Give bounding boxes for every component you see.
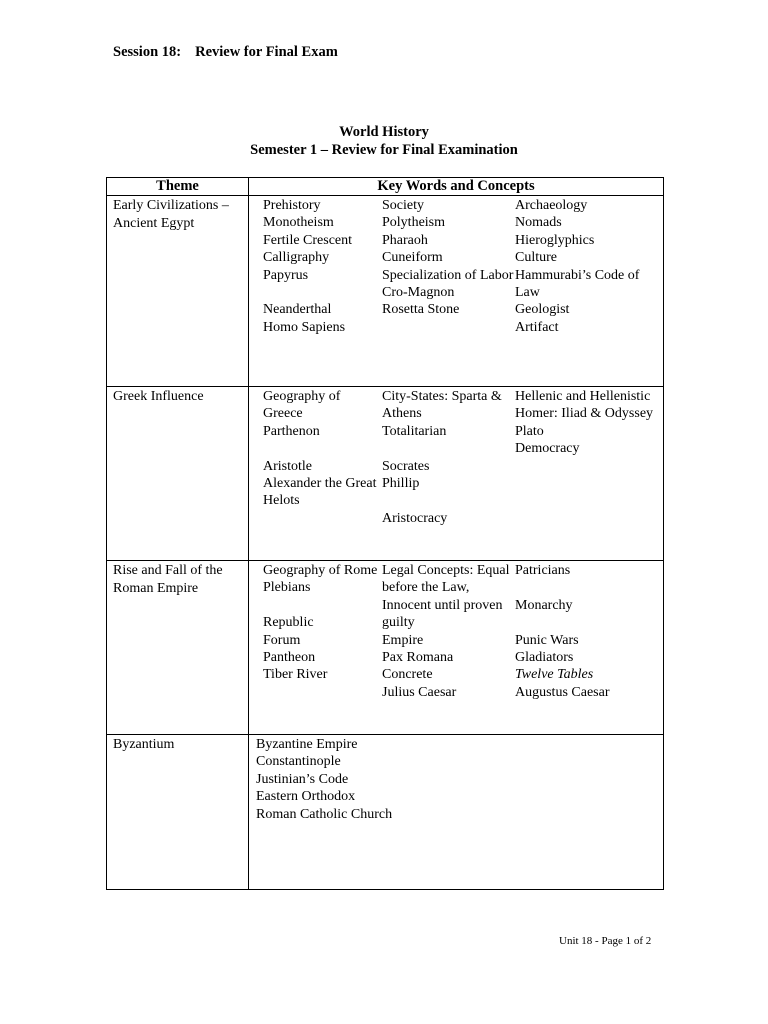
- keyword-column: [515, 197, 655, 336]
- keyword: Eastern Orthodox: [256, 789, 356, 805]
- keyword: Plebians: [263, 580, 311, 596]
- keyword: Papyrus: [263, 267, 309, 283]
- keywords-cell: [249, 196, 664, 387]
- keyword: Tiber River: [263, 667, 328, 683]
- keyword: Pax Romana: [382, 650, 454, 666]
- keyword: Geography of Greece: [263, 389, 341, 422]
- keyword: Hellenic and Hellenistic: [515, 389, 651, 404]
- review-table: [106, 177, 664, 890]
- table-row: [107, 196, 664, 387]
- keyword: Augustus Caesar: [515, 684, 610, 700]
- session-header: [113, 44, 338, 61]
- theme-column-header: Theme: [107, 178, 249, 196]
- keyword: Monarchy: [515, 597, 573, 613]
- keyword: City-States: Sparta & Athens: [382, 389, 502, 422]
- table-row: [107, 735, 664, 890]
- keyword-list: [249, 736, 663, 823]
- keyword: Prehistory: [263, 198, 321, 213]
- keyword: Geologist: [515, 302, 570, 318]
- table-row: [107, 561, 664, 735]
- session-label: Session 18:: [113, 44, 182, 60]
- keyword: Artifact: [515, 319, 559, 335]
- keyword: Helots: [263, 493, 300, 509]
- keyword: Aristotle: [263, 458, 312, 474]
- keyword: Hammurabi’s Code of Law: [515, 267, 640, 301]
- keyword: Pantheon: [263, 650, 316, 666]
- keyword-column: [249, 388, 382, 527]
- keyword-column: [515, 388, 655, 527]
- keyword: Roman Catholic Church: [256, 806, 393, 822]
- keyword: Homo Sapiens: [263, 319, 346, 335]
- keyword: Patricians: [515, 563, 571, 578]
- keyword-column: [382, 197, 515, 336]
- keyword: Twelve Tables: [515, 667, 594, 683]
- keyword: Society: [382, 198, 424, 213]
- keyword: Alexander the Great: [263, 476, 377, 492]
- theme-cell: Rise and Fall of the Roman Empire: [107, 561, 249, 735]
- keyword: Parthenon: [263, 423, 320, 439]
- keyword-column: [382, 388, 515, 527]
- keyword-column: [249, 197, 382, 336]
- keyword: Punic Wars: [515, 632, 579, 648]
- keyword: Rosetta Stone: [382, 302, 460, 318]
- keyword: Fertile Crescent: [263, 232, 353, 248]
- keyword: Polytheism: [382, 215, 446, 231]
- page-footer: Unit 18 - Page 1 of 2: [559, 935, 652, 947]
- keyword: Pharaoh: [382, 232, 428, 248]
- keywords-column-header: Key Words and Concepts: [249, 178, 664, 196]
- keyword: Cro-Magnon: [382, 285, 455, 301]
- theme-cell: Greek Influence: [107, 387, 249, 561]
- table-header-row: [107, 178, 664, 196]
- keyword: Aristocracy: [382, 510, 448, 526]
- keyword: Empire: [382, 632, 424, 648]
- keyword: Calligraphy: [263, 250, 330, 266]
- keywords-cell: [249, 735, 664, 890]
- keyword: Cuneiform: [382, 250, 443, 266]
- theme-cell: Early Civilizations – Ancient Egypt: [107, 196, 249, 387]
- keyword: Culture: [515, 250, 557, 266]
- keyword: Phillip: [382, 476, 420, 492]
- keyword: Julius Caesar: [382, 684, 457, 700]
- keyword: Plato: [515, 423, 544, 439]
- keyword: Hieroglyphics: [515, 232, 595, 248]
- keyword: Socrates: [382, 458, 430, 474]
- keyword: Concrete: [382, 667, 433, 683]
- document-subtitle: Semester 1 – Review for Final Examination: [250, 142, 518, 158]
- keyword: Forum: [263, 632, 301, 648]
- keyword: Constantinople: [256, 754, 341, 770]
- keyword: Specialization of Labor: [382, 267, 514, 283]
- keyword: Geography of Rome: [263, 563, 378, 578]
- keyword-column: [515, 562, 655, 701]
- keyword: Legal Concepts: Equal before the Law, Innocent until proven guilty: [382, 563, 510, 631]
- keyword: Archaeology: [515, 198, 588, 213]
- keyword: Republic: [263, 615, 314, 631]
- keyword-column: [382, 562, 515, 701]
- keyword: Democracy: [515, 441, 580, 457]
- table-row: [107, 387, 664, 561]
- keyword: Nomads: [515, 215, 562, 231]
- keyword: Justinian’s Code: [256, 771, 349, 787]
- document-title: World History: [339, 124, 429, 140]
- keywords-cell: [249, 561, 664, 735]
- keywords-cell: [249, 387, 664, 561]
- keyword: Neanderthal: [263, 302, 332, 318]
- keyword-column: [249, 562, 382, 701]
- keyword: Byzantine Empire: [256, 737, 358, 752]
- theme-cell: Byzantium: [107, 735, 249, 890]
- keyword: Monotheism: [263, 215, 334, 231]
- keyword: Homer: Iliad & Odyssey: [515, 406, 654, 422]
- keyword: Totalitarian: [382, 423, 447, 439]
- session-title: Review for Final Exam: [195, 44, 338, 60]
- keyword: Gladiators: [515, 650, 574, 665]
